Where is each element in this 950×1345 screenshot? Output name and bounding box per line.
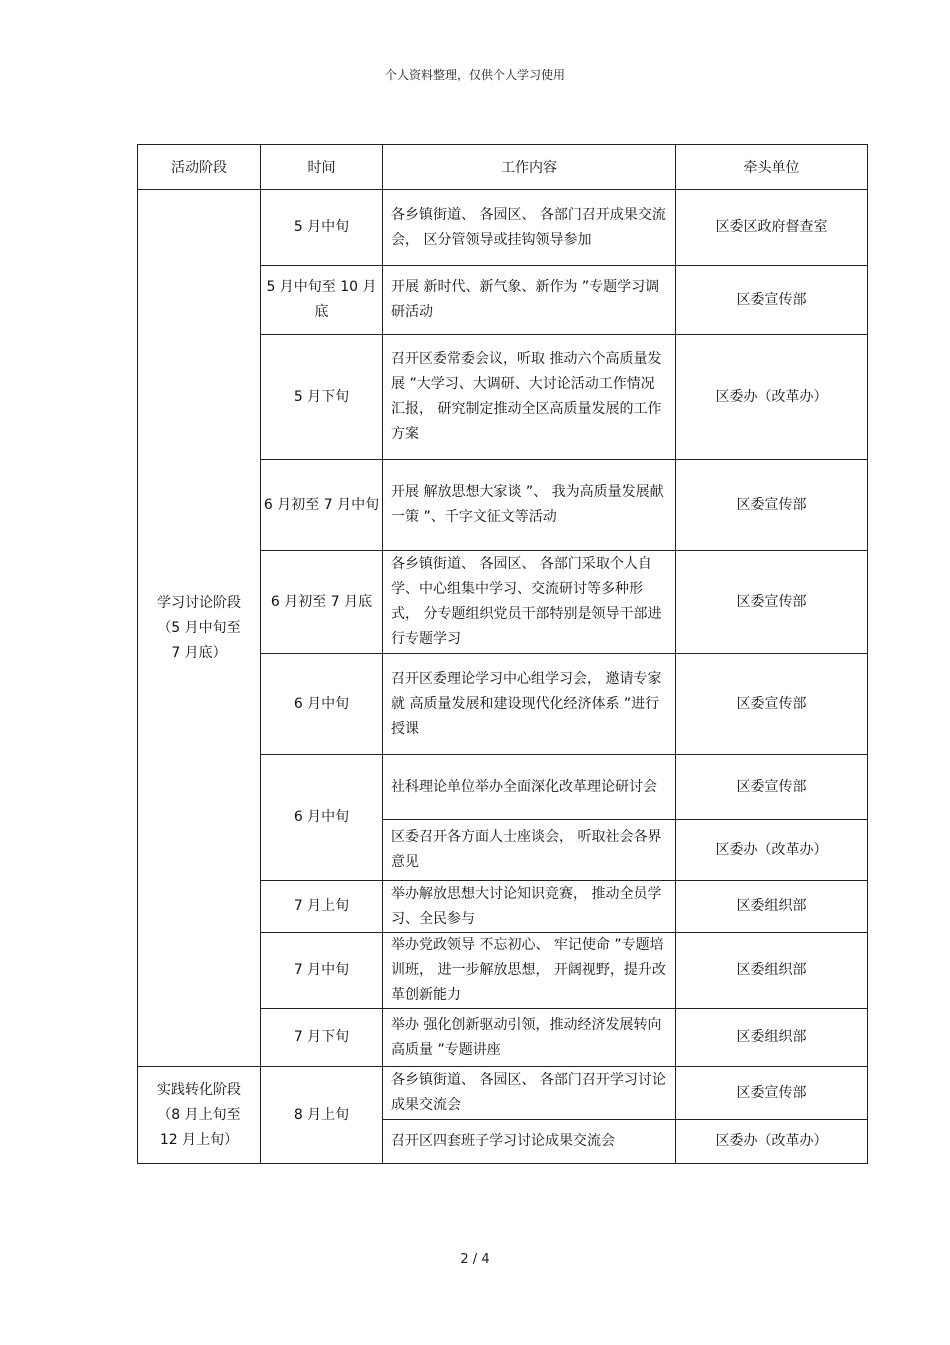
unit-cell: 区委组织部 xyxy=(676,1009,868,1067)
table-row xyxy=(138,190,868,266)
time-cell: 6 月初至 7 月底 xyxy=(261,551,383,654)
column-header-unit: 牵头单位 xyxy=(676,145,868,190)
stage-cell-study: 学习讨论阶段 （5 月中旬至 7 月底） xyxy=(138,190,261,1067)
table-row xyxy=(138,1067,868,1120)
time-cell: 5 月下旬 xyxy=(261,335,383,460)
time-cell: 8 月上旬 xyxy=(261,1067,383,1164)
content-cell: 各乡镇街道、 各园区、 各部门采取个人自学、中心组集中学习、交流研讨等多种形式， 分专题组织党员干部特别是领导干部进行专题学习 xyxy=(383,551,676,654)
column-header-content: 工作内容 xyxy=(383,145,676,190)
unit-cell: 区委办（改革办） xyxy=(676,1120,868,1164)
unit-cell: 区委宣传部 xyxy=(676,1067,868,1120)
content-cell: 举办解放思想大讨论知识竞赛， 推动全员学习、全民参与 xyxy=(383,881,676,933)
content-cell: 召开区四套班子学习讨论成果交流会 xyxy=(383,1120,676,1164)
content-cell: 区委召开各方面人士座谈会， 听取社会各界意见 xyxy=(383,820,676,881)
unit-cell: 区委区政府督查室 xyxy=(676,190,868,266)
unit-cell: 区委宣传部 xyxy=(676,654,868,755)
content-cell: 各乡镇街道、 各园区、 各部门召开学习讨论成果交流会 xyxy=(383,1067,676,1120)
time-cell: 5 月中旬 xyxy=(261,190,383,266)
unit-cell: 区委宣传部 xyxy=(676,551,868,654)
unit-cell: 区委组织部 xyxy=(676,881,868,933)
stage-cell-practice: 实践转化阶段 （8 月上旬至 12 月上旬） xyxy=(138,1067,261,1164)
unit-cell: 区委办（改革办） xyxy=(676,335,868,460)
column-header-time: 时间 xyxy=(261,145,383,190)
column-header-stage: 活动阶段 xyxy=(138,145,261,190)
time-cell: 5 月中旬至 10 月底 xyxy=(261,266,383,335)
time-cell: 6 月中旬 xyxy=(261,654,383,755)
unit-cell: 区委组织部 xyxy=(676,933,868,1009)
time-cell: 6 月初至 7 月中旬 xyxy=(261,460,383,551)
time-cell: 7 月下旬 xyxy=(261,1009,383,1067)
time-cell: 7 月中旬 xyxy=(261,933,383,1009)
activity-schedule-table xyxy=(137,144,868,1164)
unit-cell: 区委宣传部 xyxy=(676,755,868,820)
unit-cell: 区委办（改革办） xyxy=(676,820,868,881)
content-cell: 各乡镇街道、 各园区、 各部门召开成果交流会， 区分管领导或挂钩领导参加 xyxy=(383,190,676,266)
content-cell: 社科理论单位举办全面深化改革理论研讨会 xyxy=(383,755,676,820)
content-cell: 举办党政领导 不忘初心、 牢记使命 ”专题培训班， 进一步解放思想， 开阔视野，提升改革创新能力 xyxy=(383,933,676,1009)
time-cell: 7 月上旬 xyxy=(261,881,383,933)
content-cell: 召开区委理论学习中心组学习会， 邀请专家就 高质量发展和建设现代化经济体系 ”进行授课 xyxy=(383,654,676,755)
time-cell: 6 月中旬 xyxy=(261,755,383,881)
content-cell: 举办 强化创新驱动引领，推动经济发展转向高质量 ”专题讲座 xyxy=(383,1009,676,1067)
content-cell: 开展 解放思想大家谈 ”、 我为高质量发展献一策 ”、千字文征文等活动 xyxy=(383,460,676,551)
page-number: 2 / 4 xyxy=(460,1252,490,1267)
unit-cell: 区委宣传部 xyxy=(676,460,868,551)
content-cell: 召开区委常委会议，听取 推动六个高质量发展 ”大学习、大调研、大讨论活动工作情况汇报， 研究制定推动全区高质量发展的工作方案 xyxy=(383,335,676,460)
table-header-row xyxy=(138,145,868,190)
content-cell: 开展 新时代、新气象、新作为 ”专题学习调研活动 xyxy=(383,266,676,335)
page-header: 个人资料整理，仅供个人学习使用 xyxy=(384,68,565,82)
unit-cell: 区委宣传部 xyxy=(676,266,868,335)
